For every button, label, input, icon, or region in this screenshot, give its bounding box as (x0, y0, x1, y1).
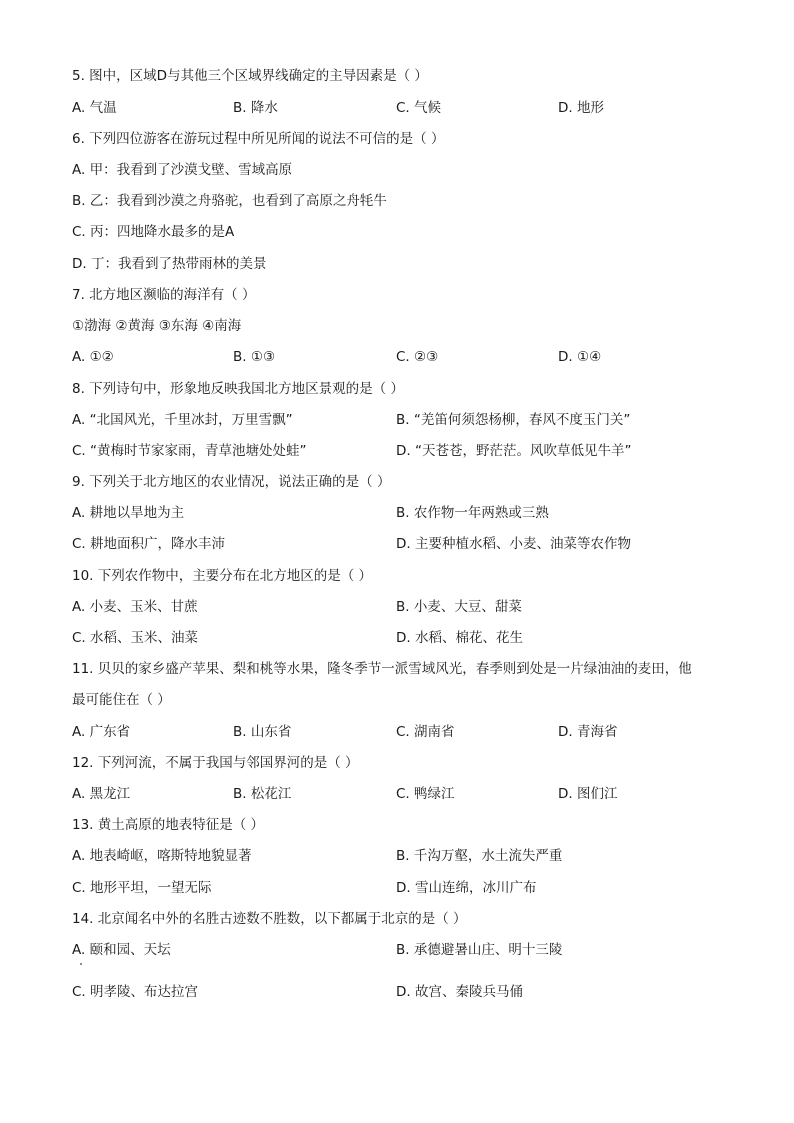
question-13-option-d: D. 雪山连绵，冰川广布 (396, 880, 537, 896)
question-9-option-a: A. 耕地以旱地为主 (72, 505, 185, 521)
question-14-option-a: A. 颐和园、天坛 (72, 942, 171, 958)
question-11-stem: 11. 贝贝的家乡盛产苹果、梨和桃等水果，隆冬季节一派雪域风光，春季则到处是一片绿油油的麦田，他 (72, 661, 692, 677)
question-12-option-b: B. 松花江 (233, 786, 292, 802)
question-14-option-c: C. 明孝陵、布达拉宫 (72, 984, 199, 1000)
question-5-option-b: B. 降水 (233, 100, 278, 116)
question-7-option-d: D. ①④ (558, 349, 602, 365)
question-14-option-d: D. 故宫、秦陵兵马俑 (396, 984, 523, 1000)
question-7-stem: 7. 北方地区濒临的海洋有（ ） (72, 287, 256, 303)
question-11-option-b: B. 山东省 (233, 724, 292, 740)
question-7-option-c: C. ②③ (396, 349, 439, 365)
question-11-option-d: D. 青海省 (558, 724, 618, 740)
question-14-stem: 14. 北京闻名中外的名胜古迹数不胜数，以下都属于北京的是（ ） (72, 911, 467, 927)
question-6-option-a: A. 甲：我看到了沙漠戈壁、雪域高原 (72, 162, 293, 178)
question-7-option-b: B. ①③ (233, 349, 276, 365)
question-13-stem: 13. 黄土高原的地表特征是（ ） (72, 817, 265, 833)
question-10-option-c: C. 水稻、玉米、油菜 (72, 630, 199, 646)
question-8-option-a: A. “北国风光，千里冰封，万里雪飘” (72, 412, 293, 428)
question-12-stem: 12. 下列河流，不属于我国与邻国界河的是（ ） (72, 755, 359, 771)
question-8-stem: 8. 下列诗句中，形象地反映我国北方地区景观的是（ ） (72, 381, 404, 397)
question-11-stem-continued: 最可能住在（ ） (72, 692, 171, 708)
question-13-option-b: B. 千沟万壑，水土流失严重 (396, 848, 563, 864)
question-9-stem: 9. 下列关于北方地区的农业情况，说法正确的是（ ） (72, 474, 391, 490)
question-6-option-d: D. 丁：我看到了热带雨林的美景 (72, 256, 267, 272)
question-12-option-d: D. 图们江 (558, 786, 618, 802)
question-9-option-c: C. 耕地面积广，降水丰沛 (72, 536, 226, 552)
question-10-option-a: A. 小麦、玉米、甘蔗 (72, 599, 198, 615)
question-6-option-b: B. 乙：我看到沙漠之舟骆驼，也看到了高原之舟牦牛 (72, 193, 387, 209)
question-5-option-c: C. 气候 (396, 100, 442, 116)
question-12-option-c: C. 鸭绿江 (396, 786, 455, 802)
question-5-option-d: D. 地形 (558, 100, 604, 116)
question-5-option-a: A. 气温 (72, 100, 117, 116)
stray-mark (80, 963, 82, 965)
question-6-stem: 6. 下列四位游客在游玩过程中所见所闻的说法不可信的是（ ） (72, 131, 445, 147)
question-10-option-d: D. 水稻、棉花、花生 (396, 630, 523, 646)
question-13-option-a: A. 地表崎岖，喀斯特地貌显著 (72, 848, 252, 864)
question-8-option-c: C. “黄梅时节家家雨，青草池塘处处蛙” (72, 443, 307, 459)
question-10-stem: 10. 下列农作物中，主要分布在北方地区的是（ ） (72, 568, 373, 584)
question-8-option-b: B. “羌笛何须怨杨柳，春风不度玉门关” (396, 412, 631, 428)
question-7-choices: ①渤海 ②黄海 ③东海 ④南海 (72, 318, 242, 334)
question-11-option-a: A. 广东省 (72, 724, 131, 740)
question-5-stem: 5. 图中，区域D与其他三个区域界线确定的主导因素是（ ） (72, 68, 428, 84)
question-14-option-b: B. 承德避暑山庄、明十三陵 (396, 942, 563, 958)
question-10-option-b: B. 小麦、大豆、甜菜 (396, 599, 522, 615)
question-9-option-b: B. 农作物一年两熟或三熟 (396, 505, 549, 521)
question-11-option-c: C. 湖南省 (396, 724, 455, 740)
question-8-option-d: D. “天苍苍，野茫茫。风吹草低见牛羊” (396, 443, 632, 459)
question-9-option-d: D. 主要种植水稻、小麦、油菜等农作物 (396, 536, 631, 552)
question-13-option-c: C. 地形平坦，一望无际 (72, 880, 212, 896)
question-12-option-a: A. 黑龙江 (72, 786, 131, 802)
question-6-option-c: C. 丙：四地降水最多的是A (72, 224, 235, 240)
question-7-option-a: A. ①② (72, 349, 114, 365)
